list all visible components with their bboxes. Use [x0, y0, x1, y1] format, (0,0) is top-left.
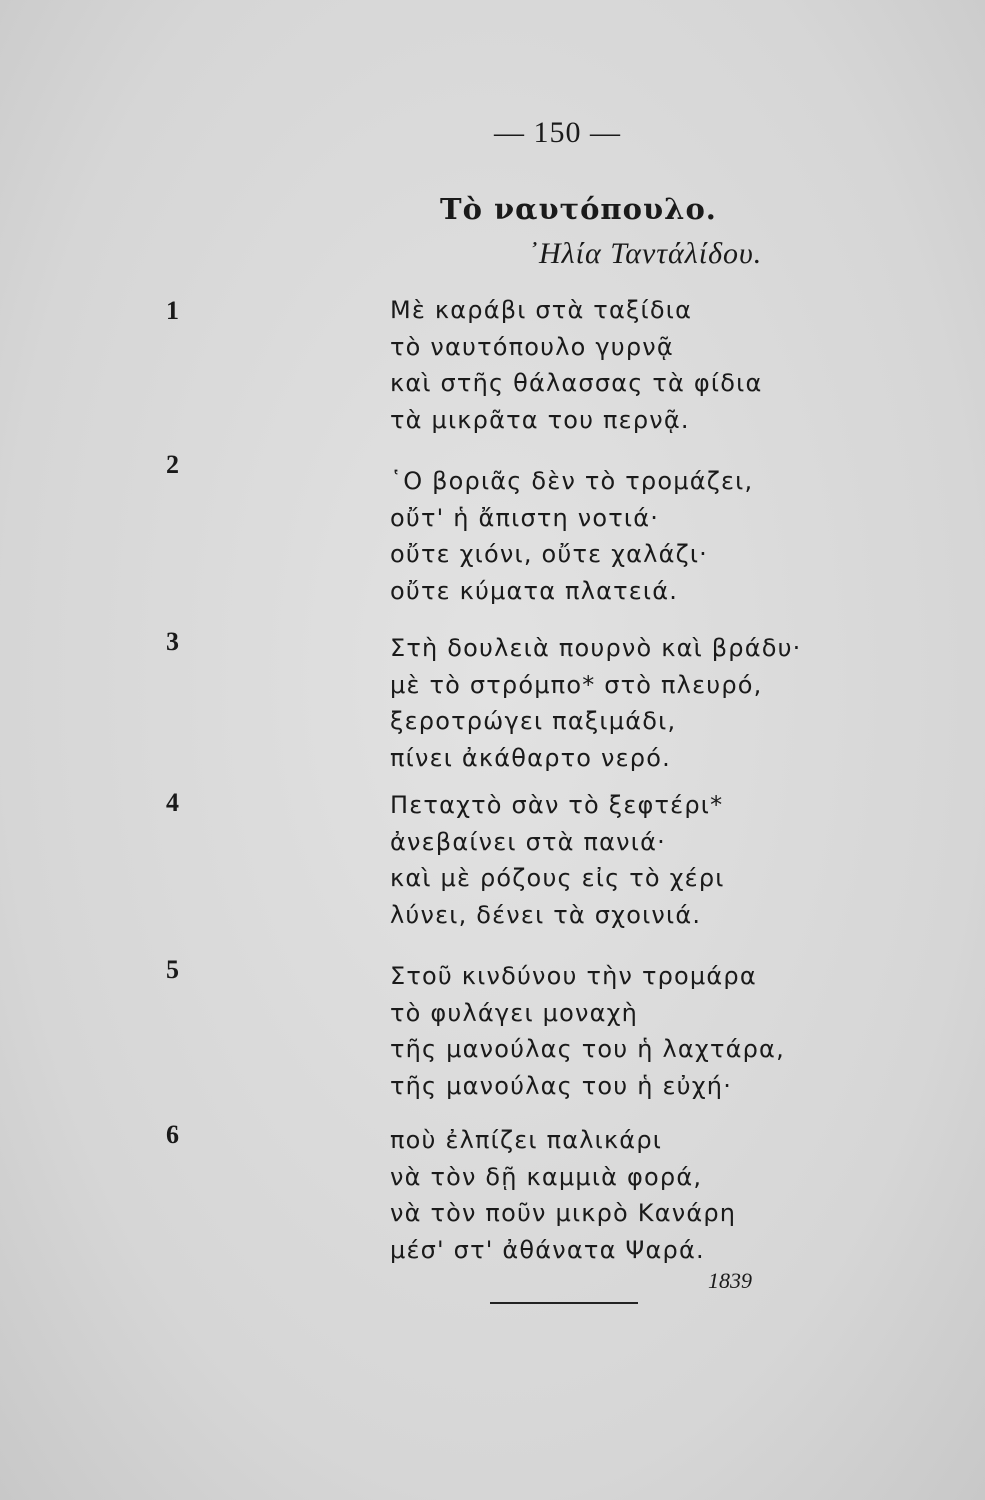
stanza-number: 2	[166, 450, 179, 479]
stanza-number: 6	[166, 1120, 179, 1149]
poem-title: Τὸ ναυτόπουλο.	[440, 192, 717, 226]
verse-line: οὔτ' ἡ ἄπιστη νοτιά·	[390, 503, 660, 532]
verse-line: μὲ τὸ στρόμπο* στὸ πλευρό,	[390, 670, 763, 699]
poem-author: ᾿Ηλία Ταντάλίδου.	[528, 237, 763, 270]
verse-line: Στοῦ κινδύνου τὴν τρομάρα	[390, 962, 757, 990]
verse-line: ἀνεβαίνει στὰ πανιά·	[390, 827, 666, 856]
verse-line: καὶ στῆς θάλασσας τὰ φίδια	[390, 369, 763, 397]
verse-line: ξεροτρώγει παξιμάδι,	[390, 707, 677, 735]
verse-line: πίνει ἀκάθαρτο νερό.	[390, 743, 671, 772]
page-number: — 150 —	[494, 116, 621, 149]
verse-line: τῆς μανούλας του ἡ λαχτάρα,	[390, 1035, 785, 1063]
verse-line: τὸ φυλάγει μοναχὴ	[390, 998, 639, 1027]
end-rule	[490, 1302, 638, 1304]
verse-line: τῆς μανούλας του ἡ εὐχή·	[390, 1071, 733, 1100]
stanza-number: 1	[166, 296, 179, 325]
stanza-number: 4	[166, 788, 179, 817]
stanza	[390, 1122, 736, 1268]
stanza	[390, 292, 762, 438]
verse-line: οὔτε κύματα πλατειά.	[390, 576, 679, 605]
verse-line: ποὺ ἐλπίζει παλικάρι	[390, 1126, 663, 1154]
verse-line: οὔτε χιόνι, οὔτε χαλάζι·	[390, 540, 709, 568]
verse-line: τὸ ναυτόπουλο γυρνᾷ	[390, 332, 674, 361]
verse-line: ῾Ο βοριᾶς δὲν τὸ τρομάζει,	[390, 467, 754, 495]
verse-line: νὰ τὸν δῇ καμμιὰ φορά,	[390, 1162, 703, 1191]
verse-line: τὰ μικρᾶτα του περνᾷ.	[390, 405, 690, 434]
stanza-number: 5	[166, 955, 179, 984]
verse-line: καὶ μὲ ρόζους εἰς τὸ χέρι	[390, 864, 725, 892]
verse-line: Πεταχτὸ σὰν τὸ ξεφτέρι*	[390, 791, 724, 819]
verse-line: νὰ τὸν ποῦν μικρὸ Κανάρη	[390, 1199, 737, 1227]
stanza	[390, 630, 802, 776]
verse-line: Στὴ δουλειὰ πουρνὸ καὶ βράδυ·	[390, 634, 802, 662]
poem-year: 1839	[708, 1268, 752, 1293]
verse-line: λύνει, δένει τὰ σχοινιά.	[390, 900, 702, 929]
verse-line: μέσ' στ' ἀθάνατα Ψαρά.	[390, 1235, 705, 1264]
stanza	[390, 787, 725, 933]
stanza-number: 3	[166, 627, 179, 656]
verse-line: Μὲ καράβι στὰ ταξίδια	[390, 296, 693, 324]
stanza	[390, 958, 785, 1104]
stanza	[390, 463, 753, 609]
